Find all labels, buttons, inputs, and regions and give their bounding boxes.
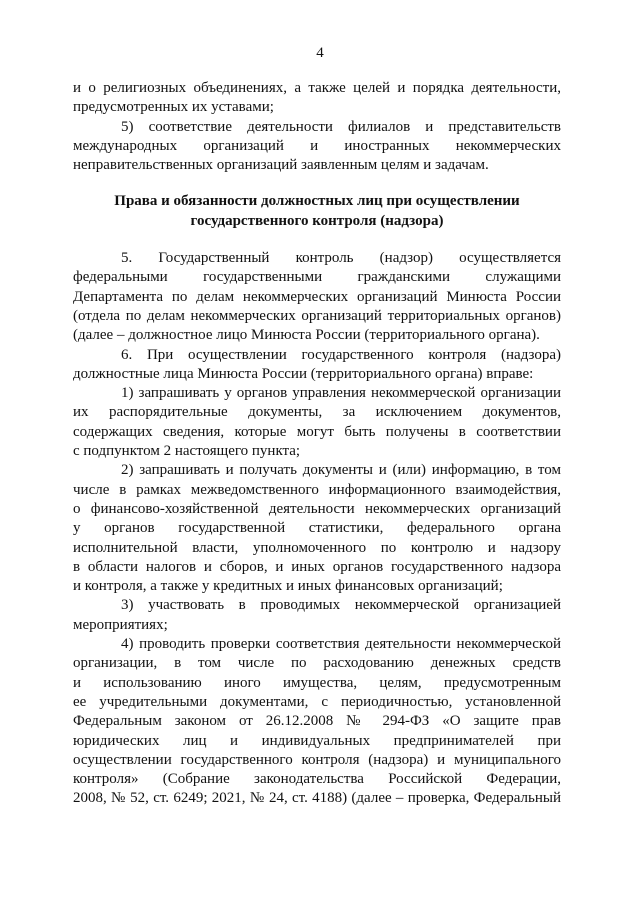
section-heading-line: государственного контроля (надзора) <box>190 212 444 229</box>
text-line: числе в рамках межведомственного информационного взаимодействия, <box>73 481 561 498</box>
text-line: 2) запрашивать и получать документы и (или) информацию, в том <box>121 462 561 479</box>
text-line: мероприятиях; <box>73 616 168 633</box>
text-line: 6. При осуществлении государственного контроля (надзора) <box>121 346 561 363</box>
text-line: Департамента по делам некоммерческих организаций Минюста России <box>73 288 561 305</box>
text-line: 4) проводить проверки соответствия деятельности некоммерческой <box>121 636 561 653</box>
text-line: 3) участвовать в проводимых некоммерческой организацией <box>121 597 561 614</box>
text-line: 5) соответствие деятельности филиалов и представительств <box>121 118 561 135</box>
text-line: о финансово-хозяйственной деятельности некоммерческих организаций <box>73 500 561 517</box>
text-line: неправительственных организаций заявленным целям и задачам. <box>73 157 489 174</box>
section-heading-line: 5. Государственный контроль (надзор) осуществляется <box>121 250 561 267</box>
text-line: (далее – должностное лицо Минюста России (территориального органа). <box>73 327 540 344</box>
document-body <box>73 79 561 809</box>
text-line: у органов государственной статистики, федерального органа <box>73 520 561 537</box>
text-line: и о религиозных объединениях, а также целей и порядка деятельности, <box>73 80 561 96</box>
text-line: и контроля, а также у кредитных и иных финансовых организаций; <box>73 578 503 595</box>
text-line: содержащих сведения, которые могут быть получены в соответствии <box>73 423 561 440</box>
text-line: ее учредительными документами, с периодичностью, установленной <box>73 693 561 710</box>
text-line: организации, в том числе по расходованию денежных средств <box>73 655 561 672</box>
text-line: предусмотренных их уставами; <box>73 99 274 116</box>
text-line: должностные лица Минюста России (территориального органа) вправе: <box>73 365 534 382</box>
text-line: юридических лиц и индивидуальных предпринимателей при <box>73 732 561 749</box>
text-line: и использованию иного имущества, целям, предусмотренным <box>73 674 561 691</box>
text-line: осуществлении государственного контроля (надзора) и муниципального <box>73 751 561 768</box>
text-line: исполнительной власти, уполномоченного по контролю и надзору <box>73 539 561 556</box>
page-number: 4 <box>316 45 324 61</box>
text-line: 2008, № 52, ст. 6249; 2021, № 24, ст. 4188) (далее – проверка, Федеральный <box>73 790 561 807</box>
text-line: (отдела по делам некоммерческих организаций территориальных органов) <box>73 307 561 324</box>
text-line: 1) запрашивать у органов управления некоммерческой организации <box>121 385 561 402</box>
text-line: федеральными государственными гражданскими служащими <box>73 269 561 286</box>
text-line: их распорядительные документы, за исключением документов, <box>73 404 561 421</box>
text-line: с подпунктом 2 настоящего пункта; <box>73 443 301 460</box>
text-line: международных организаций и иностранных некоммерческих <box>73 137 561 154</box>
section-heading-line: Права и обязанности должностных лиц при осуществлении <box>114 193 520 210</box>
text-line: Федеральным законом от 26.12.2008 № 294-ФЗ «О защите прав <box>73 713 561 730</box>
text-line: в области налогов и сборов, и иных органов государственного надзора <box>73 558 561 575</box>
text-line: контроля» (Собрание законодательства Российской Федерации, <box>73 771 561 788</box>
